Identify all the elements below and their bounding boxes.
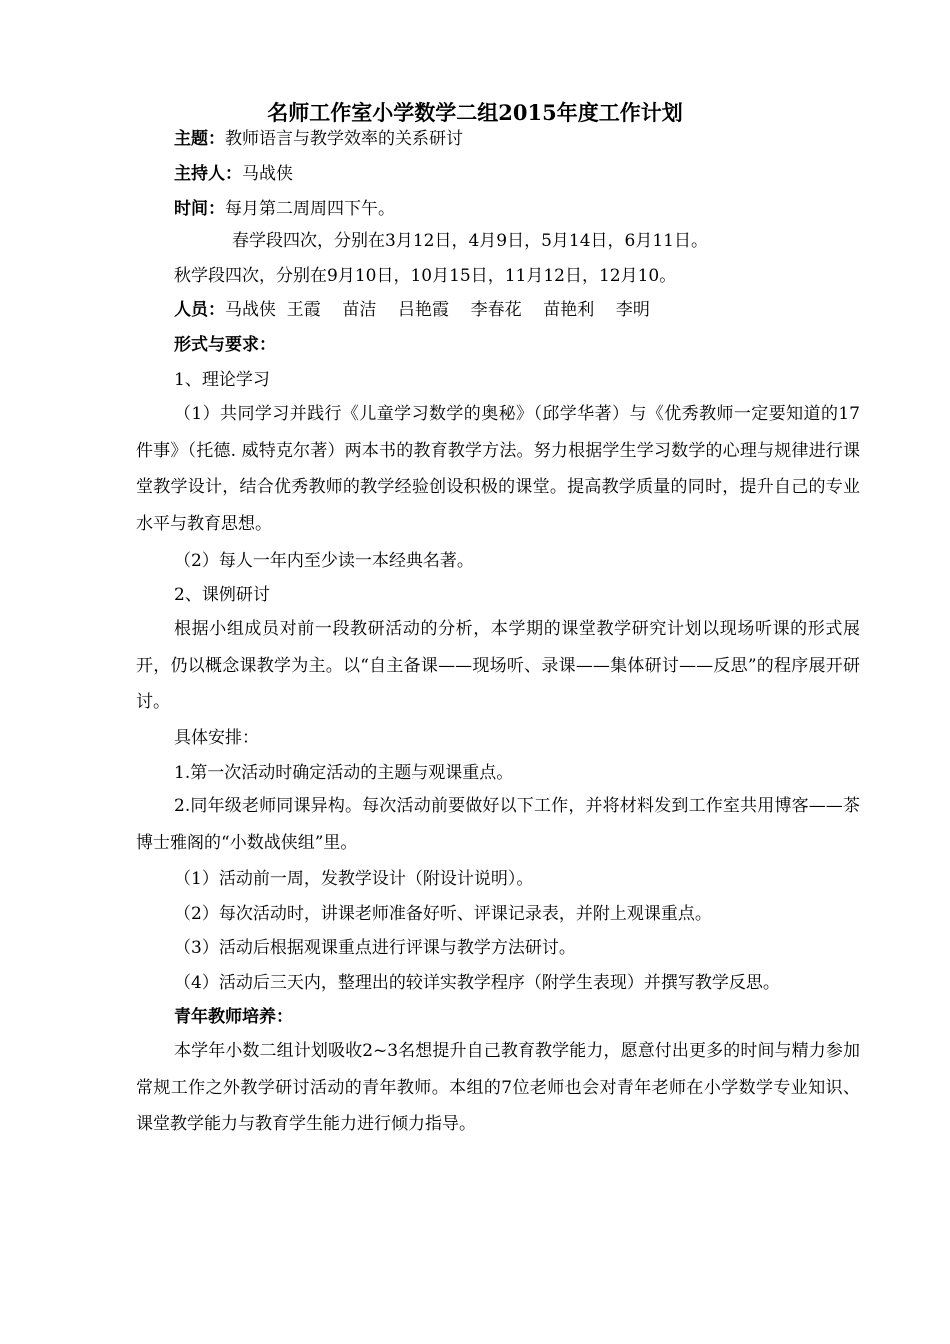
schedule-sub1: （1）活动前一周，发教学设计（附设计说明）。 [174, 869, 534, 889]
schedule-step1: 1.第一次活动时确定活动的主题与观课重点。 [174, 763, 514, 783]
schedule-sub3: （3）活动后根据观课重点进行评课与教学方法研讨。 [174, 938, 576, 958]
section1-heading: 1、理论学习 [174, 370, 270, 390]
theme-line [174, 127, 463, 151]
youth-body: 本学年小数二组计划吸收2~3名想提升自己教育教学能力，愿意付出更多的时间与精力参加常规工作之外教学研讨活动的青年教师。本组的7位老师也会对青年老师在小学数学专业知识、课堂教学能力与教育学生能力进行倾力指导。 [136, 1041, 860, 1134]
youth-heading: 青年教师培养： [174, 1007, 293, 1027]
schedule-sub2: （2）每次活动时，讲课老师准备好听、评课记录表，并附上观课重点。 [174, 904, 712, 924]
time-value: 每月第二周周四下午。 [225, 199, 395, 219]
host-value: 马战侠 [242, 164, 293, 184]
schedule-sub4: （4）活动后三天内，整理出的较详实教学程序（附学生表现）并撰写教学反思。 [174, 973, 780, 993]
section1-item2: （2）每人一年内至少读一本经典名著。 [174, 551, 474, 571]
schedule-step2: 2.同年级老师同课异构。每次活动前要做好以下工作，并将材料发到工作室共用博客——茶博士雅阁的“小数战侠组”里。 [136, 796, 860, 853]
members-label: 人员： [174, 300, 225, 320]
theme-label: 主题： [174, 129, 225, 149]
form-heading: 形式与要求： [174, 335, 276, 355]
time-label: 时间： [174, 199, 225, 219]
time-line [174, 197, 395, 221]
section1-item1: （1）共同学习并践行《儿童学习数学的奥秘》（邱学华著）与《优秀教师一定要知道的17件事》（托德. 威特克尔著）两本书的教育教学方法。努力根据学生学习数学的心理与规律进行课堂教学设计，结合优秀教师的教学经验创设积极的课堂。提高教学质量的同时，提升自己的专业水平与教育思想。 [136, 404, 860, 534]
members-line [174, 298, 650, 322]
host-line [174, 162, 293, 186]
section2-heading: 2、课例研讨 [174, 585, 270, 605]
theme-value: 教师语言与教学效率的关系研讨 [225, 129, 463, 149]
schedule-heading: 具体安排： [174, 728, 259, 748]
members-value: 马战侠 王霞 苗洁 吕艳霞 李春花 苗艳利 李明 [225, 300, 650, 320]
spring-schedule: 春学段四次，分别在3月12日，4月9日，5月14日，6月11日。 [232, 231, 708, 251]
document-title: 名师工作室小学数学二组2015年度工作计划 [267, 100, 683, 125]
autumn-schedule: 秋学段四次，分别在9月10日，10月15日，11月12日，12月10。 [174, 266, 677, 286]
host-label: 主持人： [174, 164, 242, 184]
section2-body: 根据小组成员对前一段教研活动的分析，本学期的课堂教学研究计划以现场听课的形式展开，仍以概念课教学为主。以“自主备课——现场听、录课——集体研讨——反思”的程序展开研讨。 [136, 619, 860, 712]
